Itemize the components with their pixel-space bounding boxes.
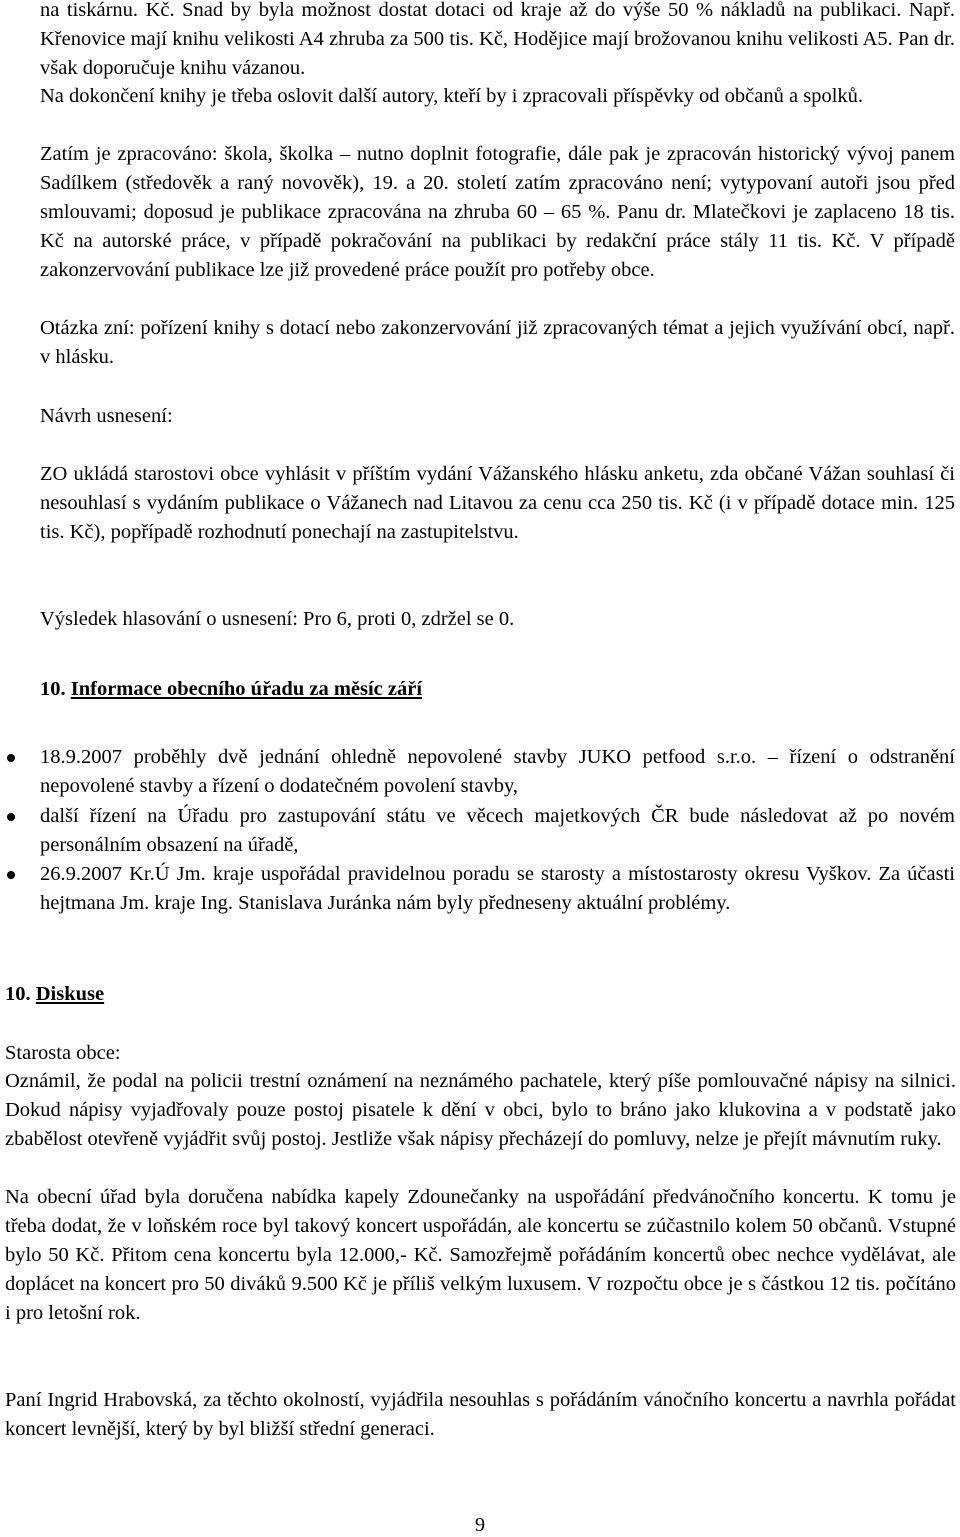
page-number: 9 — [474, 1514, 486, 1536]
list-item-text: 18.9.2007 proběhly dvě jednání ohledně nepovolené stavby JUKO petfood s.r.o. – řízení o odstranění nepovolené stavby a řízení o dodatečném povolení stavby, — [40, 746, 955, 797]
paragraph-processed-status: Zatím je zpracováno: škola, školka – nutno doplnit fotografie, dále pak je zpracován historický vývoj panem Sadílkem (středověk a raný novověk), 19. a 20. století zatím zpracováno není; vytypovaní autoři jsou před smlouvami; doposud je publikace zpracována na zhruba 60 – 65 %. Panu dr. Mlatečkovi je zaplaceno 18 tis. Kč na autorské práce, v případě pokračování na publikaci by redakční práce stály 11 tis. Kč. V případě zakonzervování publikace lze již provedené práce použít pro potřeby obce. — [40, 143, 955, 281]
resolution-text: ZO ukládá starostovi obce vyhlásit v příštím vydání Vážanského hlásku anketu, zda občané Vážan souhlasí či nesouhlasí s vydáním publikace o Vážanech nad Litavou za cenu cca 250 tis. Kč (i v případě dotace min. 125 tis. Kč), popřípadě rozhodnutí ponechají na zastupitelstvu. — [40, 463, 955, 543]
section-heading-information — [40, 675, 422, 704]
discussion-paragraph-3: Paní Ingrid Hrabovská, za těchto okolností, vyjádřila nesouhlas s pořádáním vánočního koncertu a navrhla pořádat koncert levnější, který by byl bližší střední generaci. — [5, 1389, 956, 1440]
list-item-text: 26.9.2007 Kr.Ú Jm. kraje uspořádal pravidelnou poradu se starosty a místostarosty okresu Vyškov. Za účasti hejtmana Jm. kraje Ing. Stanislava Juránka nám byly předneseny aktuální problémy. — [40, 863, 955, 914]
list-item — [40, 860, 955, 918]
discussion-paragraph-1: Oznámil, že podal na policii trestní oznámení na neznámého pachatele, který píše pomlouvačné nápisy na silnici. Dokud nápisy vyjadřovaly pouze postoj pisatele k dění v obci, bylo to bráno jako klukovina a v podstatě jako zbabělost otevřeně vyjádřit svůj postoj. Jestliže však nápisy přecházejí do pomluvy, nelze je přejít mávnutím ruky. — [5, 1070, 956, 1150]
section-number: 10. — [40, 678, 66, 700]
section-title: Informace obecního úřadu za měsíc září — [70, 678, 423, 700]
list-item — [40, 802, 955, 860]
paragraph-question: Otázka zní: pořízení knihy s dotací nebo zakonzervování již zpracovaných témat a jejich využívání obcí, např. v hlásku. — [40, 317, 955, 368]
paragraph-finish: Na dokončení knihy je třeba oslovit další autory, kteří by i zpracovali příspěvky od občanů a spolků. — [40, 85, 864, 107]
section-number: 10. — [5, 983, 31, 1005]
list-item-text: další řízení na Úřadu pro zastupování státu ve věcech majetkových ČR bude následovat až po novém personálním obsazení na úřadě, — [40, 805, 955, 856]
vote-result: Výsledek hlasování o usnesení: Pro 6, proti 0, zdržel se 0. — [40, 608, 515, 630]
bullet-icon — [7, 754, 15, 762]
list-item — [40, 743, 955, 801]
resolution-label: Návrh usnesení: — [40, 405, 173, 427]
discussion-paragraph-2: Na obecní úřad byla doručena nabídka kapely Zdounečanky na uspořádání předvánočního koncertu. K tomu je třeba dodat, že v loňském roce byl takový koncert uspořádán, ale koncertu se zúčastnilo kolem 50 občanů. Vstupné bylo 50 Kč. Přitom cena koncertu byla 12.000,- Kč. Samozřejmě pořádáním koncertů obec nechce vydělávat, ale doplácet na koncert pro 50 diváků 9.500 Kč je příliš velkým luxusem. V rozpočtu obce je s částkou 12 tis. počítáno i pro letošní rok. — [5, 1186, 956, 1324]
bullet-icon — [7, 871, 15, 879]
bullet-icon — [7, 813, 15, 821]
section-heading-discussion — [5, 980, 104, 1009]
section-title: Diskuse — [35, 983, 105, 1005]
speaker-label: Starosta obce: — [5, 1042, 121, 1064]
paragraph-intro: na tiskárnu. Kč. Snad by byla možnost dostat dotaci od kraje až do výše 50 % nákladů na publikaci. Např. Křenovice mají knihu velikosti A4 zhruba za 500 tis. Kč, Hodějice mají brožovanou knihu velikosti A5. Pan dr. však doporučuje knihu vázanou. — [40, 0, 955, 79]
